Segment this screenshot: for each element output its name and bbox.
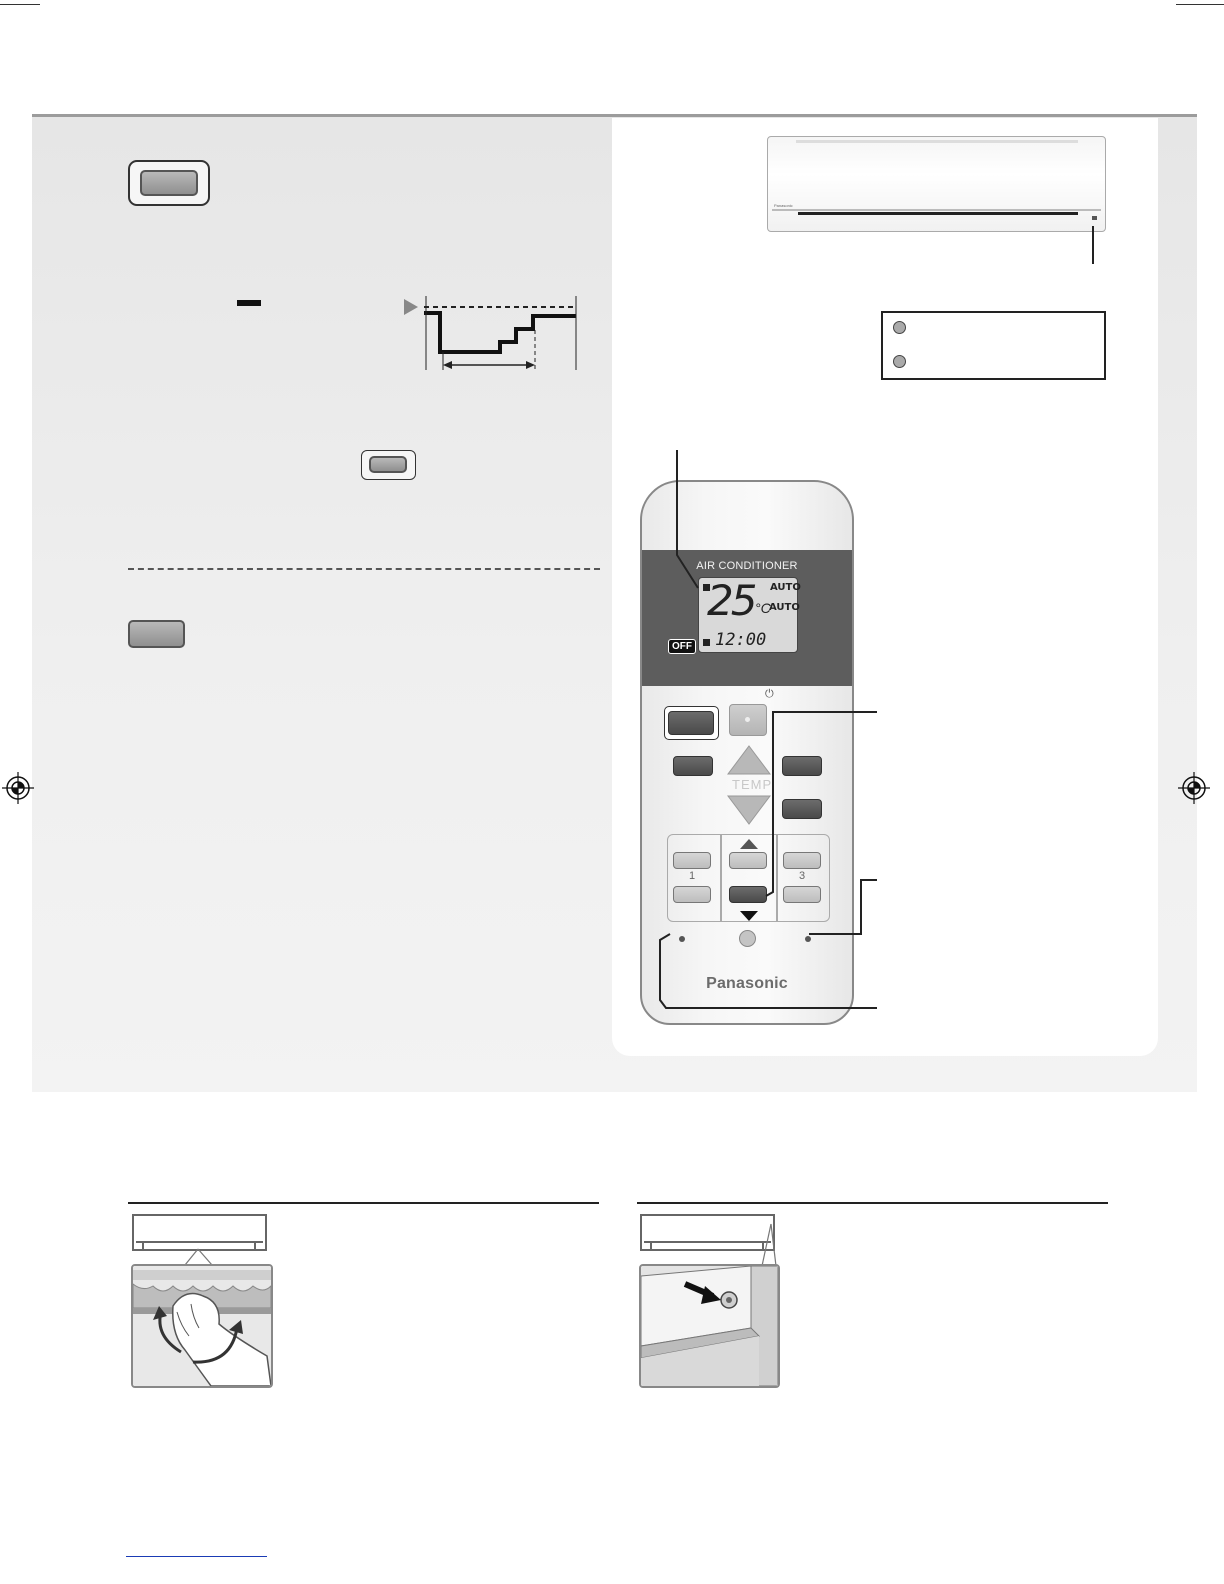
indoor-unit-illustration bbox=[767, 136, 1106, 232]
lcd-temperature: 25 bbox=[707, 576, 755, 625]
timer-key-1-label: 1 bbox=[689, 870, 696, 882]
remote-display-title: AIR CONDITIONER bbox=[696, 560, 798, 572]
crop-mark-left bbox=[0, 4, 40, 5]
off-badge: OFF bbox=[668, 639, 696, 654]
timer-key-3-label: 3 bbox=[799, 870, 806, 882]
thumbnail-zoom-lines-right bbox=[740, 1222, 790, 1268]
indoor-unit-brand: Panasonic bbox=[774, 203, 793, 208]
small-framed-button-illustration bbox=[361, 450, 416, 480]
receiver-indicator bbox=[1092, 216, 1097, 220]
timing-step-diagram bbox=[400, 290, 590, 375]
auto-switch-detail-icon bbox=[641, 1266, 778, 1386]
crop-mark-right bbox=[1176, 4, 1224, 5]
section-rule-right bbox=[637, 1202, 1108, 1204]
temp-label: TEMP bbox=[732, 777, 773, 792]
section-rule-left bbox=[128, 1202, 599, 1204]
lcd-fan-auto: AUTO bbox=[769, 602, 800, 613]
gray-button-icon-2 bbox=[128, 620, 185, 648]
auto-switch-illustration bbox=[639, 1264, 780, 1388]
unit-thumbnail-left bbox=[132, 1214, 267, 1251]
diagram-step-line bbox=[424, 313, 576, 352]
indicator-legend bbox=[881, 311, 1106, 380]
remote-brand-logo: Panasonic bbox=[706, 975, 788, 992]
gray-button-icon bbox=[140, 170, 198, 196]
indicator-lamp-icon bbox=[893, 321, 906, 334]
registration-mark-icon bbox=[1178, 772, 1210, 804]
section-divider bbox=[128, 568, 600, 570]
receiver-leader-line bbox=[1092, 226, 1094, 264]
framed-button-illustration bbox=[128, 160, 210, 206]
hand-adjusting-louver-icon bbox=[133, 1266, 271, 1386]
remote-callout-lines bbox=[640, 440, 890, 1040]
louver-adjust-illustration bbox=[131, 1264, 273, 1388]
small-gray-button-icon bbox=[369, 456, 407, 473]
lcd-timer-time: 12:00 bbox=[715, 630, 767, 650]
air-outlet-louver bbox=[798, 212, 1078, 215]
indicator-lamp-icon bbox=[893, 355, 906, 368]
power-symbol: ⏻ bbox=[765, 688, 774, 700]
play-arrow-icon bbox=[404, 299, 418, 315]
lcd-temp-unit: °C bbox=[755, 600, 771, 616]
footer-link-underline bbox=[126, 1556, 267, 1557]
lcd-mode-auto: AUTO bbox=[770, 582, 801, 593]
dash-mark bbox=[237, 300, 261, 306]
registration-mark-icon bbox=[2, 772, 34, 804]
